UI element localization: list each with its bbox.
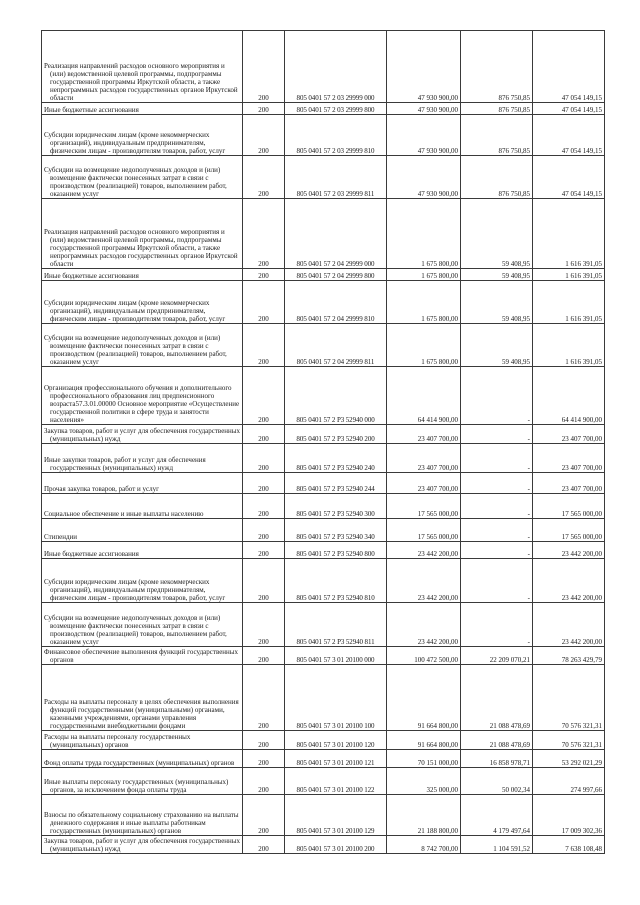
row-budget-code-cell: 805 0401 57 2 P3 52940 811 (285, 603, 387, 647)
row-name-cell (42, 603, 243, 647)
row-name-text: Реализация направлений расходов основного мероприятия и (или) ведомственной целевой программы, подпрограммы государственной программы Иркутской области, а также непрограммных расходов государственных органов Иркутской области (44, 61, 238, 102)
row-name-cell (42, 156, 243, 199)
row-executed-amount-cell: 16 858 978,71 (461, 750, 533, 768)
row-approved-amount-cell: 23 407 700,00 (387, 473, 461, 494)
row-line-code-cell: 200 (243, 665, 285, 731)
row-name-text: Субсидии на возмещение недополученных доходов и (или) возмещение фактически понесенных затрат в связи с производством (реализацией) товаров, выполнением работ, оказанием услуг (44, 165, 227, 198)
row-name-cell (42, 367, 243, 425)
row-name-cell (42, 324, 243, 367)
row-approved-amount-cell: 64 414 900,00 (387, 367, 461, 425)
row-line-code-cell: 200 (243, 269, 285, 281)
row-budget-code-cell: 805 0401 57 3 01 20100 200 (285, 836, 387, 854)
row-name-cell (42, 103, 243, 115)
row-line-code-cell: 200 (243, 559, 285, 603)
row-name-text: Иные бюджетные ассигнования (44, 549, 139, 558)
row-name-text: Расходы на выплаты персоналу в целях обеспечения выполнения функций государственными (муниципальными) органами, казенными учреждениями, органами управления государственными внебюджетными фондами (44, 697, 239, 730)
row-line-code-cell: 200 (243, 542, 285, 559)
row-budget-code-cell: 805 0401 57 2 P3 52940 000 (285, 367, 387, 425)
row-line-code-cell: 200 (243, 473, 285, 494)
row-executed-amount-cell: - (461, 603, 533, 647)
row-name-cell (42, 425, 243, 444)
row-name-text: Социальное обеспечение и иные выплаты населению (44, 509, 204, 518)
row-name-text: Субсидии юридическим лицам (кроме некоммерческих организаций), индивидуальным предпринимателям, физическим лицам - производителям товаров, работ, услуг (44, 298, 226, 323)
row-line-code-cell: 200 (243, 324, 285, 367)
row-budget-code-cell: 805 0401 57 2 03 29999 810 (285, 115, 387, 156)
row-name-cell (42, 542, 243, 559)
row-remaining-amount-cell: 23 442 200,00 (533, 542, 605, 559)
row-name-cell (42, 647, 243, 665)
table-row (42, 559, 605, 603)
row-remaining-amount-cell: 17 565 000,00 (533, 494, 605, 519)
row-executed-amount-cell: - (461, 559, 533, 603)
row-remaining-amount-cell: 1 616 391,05 (533, 199, 605, 269)
row-remaining-amount-cell: 23 442 200,00 (533, 559, 605, 603)
row-name-text: Субсидии на возмещение недополученных доходов и (или) возмещение фактически понесенных затрат в связи с производством (реализацией) товаров, выполнением работ, оказанием услуг (44, 613, 227, 646)
table-row (42, 324, 605, 367)
row-approved-amount-cell: 1 675 800,00 (387, 281, 461, 324)
table-row (42, 367, 605, 425)
row-name-cell (42, 665, 243, 731)
table-row (42, 473, 605, 494)
row-name-text: Расходы на выплаты персоналу государственных (муниципальных) органов (44, 732, 191, 749)
row-executed-amount-cell: 21 088 478,69 (461, 731, 533, 750)
row-budget-code-cell: 805 0401 57 2 04 29999 811 (285, 324, 387, 367)
row-line-code-cell: 200 (243, 836, 285, 854)
row-remaining-amount-cell: 23 442 200,00 (533, 603, 605, 647)
row-executed-amount-cell: - (461, 519, 533, 542)
row-name-text: Фонд оплаты труда государственных (муниципальных) органов (44, 758, 235, 767)
row-line-code-cell: 200 (243, 603, 285, 647)
row-name-text: Организация профессионального обучения и дополнительного профессионального образования лиц предпенсионного возраста57.3.01.00000 Основное мероприятие «Осуществление государственной политики в сфере труда и занятости населения» (44, 383, 240, 424)
table-row (42, 647, 605, 665)
table-row (42, 269, 605, 281)
row-line-code-cell: 200 (243, 425, 285, 444)
row-line-code-cell: 200 (243, 647, 285, 665)
row-remaining-amount-cell: 70 576 321,31 (533, 665, 605, 731)
row-remaining-amount-cell: 23 407 700,00 (533, 473, 605, 494)
row-executed-amount-cell: - (461, 473, 533, 494)
row-approved-amount-cell: 23 407 700,00 (387, 425, 461, 444)
table-row (42, 519, 605, 542)
row-executed-amount-cell: 1 104 591,52 (461, 836, 533, 854)
table-body (42, 31, 605, 854)
row-line-code-cell: 200 (243, 199, 285, 269)
row-executed-amount-cell: - (461, 542, 533, 559)
row-name-cell (42, 836, 243, 854)
row-line-code-cell: 200 (243, 519, 285, 542)
row-remaining-amount-cell: 47 054 149,15 (533, 156, 605, 199)
row-name-cell (42, 31, 243, 103)
row-executed-amount-cell: 876 750,85 (461, 115, 533, 156)
row-name-text: Субсидии юридическим лицам (кроме некоммерческих организаций), индивидуальным предпринимателям, физическим лицам - производителям товаров, работ, услуг (44, 577, 226, 602)
row-executed-amount-cell: 21 088 478,69 (461, 665, 533, 731)
table-row (42, 494, 605, 519)
row-budget-code-cell: 805 0401 57 2 03 29999 000 (285, 31, 387, 103)
row-name-cell (42, 731, 243, 750)
row-approved-amount-cell: 1 675 800,00 (387, 269, 461, 281)
row-approved-amount-cell: 325 000,00 (387, 768, 461, 795)
row-name-cell (42, 281, 243, 324)
row-budget-code-cell: 805 0401 57 2 P3 52940 200 (285, 425, 387, 444)
row-approved-amount-cell: 70 151 000,00 (387, 750, 461, 768)
table-row (42, 731, 605, 750)
row-budget-code-cell: 805 0401 57 3 01 20100 100 (285, 665, 387, 731)
row-remaining-amount-cell: 7 638 108,48 (533, 836, 605, 854)
table-row (42, 115, 605, 156)
row-approved-amount-cell: 47 930 900,00 (387, 31, 461, 103)
row-budget-code-cell: 805 0401 57 2 P3 52940 240 (285, 444, 387, 473)
row-budget-code-cell: 805 0401 57 2 03 29999 800 (285, 103, 387, 115)
row-budget-code-cell: 805 0401 57 2 P3 52940 800 (285, 542, 387, 559)
table-row (42, 836, 605, 854)
budget-table (41, 30, 605, 854)
row-line-code-cell: 200 (243, 750, 285, 768)
row-line-code-cell: 200 (243, 795, 285, 836)
row-name-cell (42, 795, 243, 836)
row-line-code-cell: 200 (243, 494, 285, 519)
row-budget-code-cell: 805 0401 57 2 04 29999 000 (285, 199, 387, 269)
row-line-code-cell: 200 (243, 115, 285, 156)
row-name-cell (42, 559, 243, 603)
row-name-cell (42, 768, 243, 795)
row-approved-amount-cell: 23 407 700,00 (387, 444, 461, 473)
row-name-text: Иные бюджетные ассигнования (44, 271, 139, 280)
row-budget-code-cell: 805 0401 57 2 04 29999 800 (285, 269, 387, 281)
row-line-code-cell: 200 (243, 731, 285, 750)
table-row (42, 665, 605, 731)
row-name-cell (42, 444, 243, 473)
row-name-text: Прочая закупка товаров, работ и услуг (44, 484, 159, 493)
row-approved-amount-cell: 23 442 200,00 (387, 542, 461, 559)
row-budget-code-cell: 805 0401 57 3 01 20100 129 (285, 795, 387, 836)
row-name-text: Субсидии юридическим лицам (кроме некоммерческих организаций), индивидуальным предпринимателям, физическим лицам - производителям товаров, работ, услуг (44, 130, 226, 155)
row-remaining-amount-cell: 47 054 149,15 (533, 31, 605, 103)
row-executed-amount-cell: 59 408,95 (461, 281, 533, 324)
row-executed-amount-cell: - (461, 367, 533, 425)
table-row (42, 103, 605, 115)
row-budget-code-cell: 805 0401 57 3 01 20100 120 (285, 731, 387, 750)
row-name-cell (42, 269, 243, 281)
row-approved-amount-cell: 47 930 900,00 (387, 156, 461, 199)
row-line-code-cell: 200 (243, 156, 285, 199)
table-row (42, 542, 605, 559)
row-name-text: Субсидии на возмещение недополученных доходов и (или) возмещение фактически понесенных затрат в связи с производством (реализацией) товаров, выполнением работ, оказанием услуг (44, 333, 227, 366)
row-executed-amount-cell: 876 750,85 (461, 156, 533, 199)
row-remaining-amount-cell: 23 407 700,00 (533, 444, 605, 473)
row-remaining-amount-cell: 17 565 000,00 (533, 519, 605, 542)
row-budget-code-cell: 805 0401 57 2 P3 52940 810 (285, 559, 387, 603)
row-budget-code-cell: 805 0401 57 3 01 20100 000 (285, 647, 387, 665)
table-row (42, 281, 605, 324)
row-approved-amount-cell: 100 472 500,00 (387, 647, 461, 665)
table-row (42, 156, 605, 199)
row-budget-code-cell: 805 0401 57 3 01 20100 122 (285, 768, 387, 795)
row-remaining-amount-cell: 1 616 391,05 (533, 281, 605, 324)
row-budget-code-cell: 805 0401 57 2 P3 52940 300 (285, 494, 387, 519)
row-line-code-cell: 200 (243, 444, 285, 473)
row-executed-amount-cell: - (461, 425, 533, 444)
row-name-cell (42, 473, 243, 494)
row-name-text: Иные выплаты персоналу государственных (муниципальных) органов, за исключением фонда оплаты труда (44, 777, 229, 794)
row-executed-amount-cell: 22 209 070,21 (461, 647, 533, 665)
row-name-cell (42, 750, 243, 768)
row-remaining-amount-cell: 53 292 021,29 (533, 750, 605, 768)
table-row (42, 31, 605, 103)
row-budget-code-cell: 805 0401 57 2 03 29999 811 (285, 156, 387, 199)
row-approved-amount-cell: 23 442 200,00 (387, 603, 461, 647)
row-line-code-cell: 200 (243, 31, 285, 103)
table-row (42, 444, 605, 473)
row-remaining-amount-cell: 78 263 429,79 (533, 647, 605, 665)
table-row (42, 199, 605, 269)
row-remaining-amount-cell: 17 009 302,36 (533, 795, 605, 836)
row-executed-amount-cell: 59 408,95 (461, 324, 533, 367)
row-remaining-amount-cell: 47 054 149,15 (533, 103, 605, 115)
row-approved-amount-cell: 47 930 900,00 (387, 115, 461, 156)
table-row (42, 425, 605, 444)
row-approved-amount-cell: 1 675 800,00 (387, 324, 461, 367)
row-budget-code-cell: 805 0401 57 3 01 20100 121 (285, 750, 387, 768)
row-approved-amount-cell: 47 930 900,00 (387, 103, 461, 115)
row-approved-amount-cell: 17 565 000,00 (387, 519, 461, 542)
row-name-text: Иные закупки товаров, работ и услуг для обеспечения государственных (муниципальных) нужд (44, 455, 206, 472)
row-approved-amount-cell: 23 442 200,00 (387, 559, 461, 603)
row-name-text: Закупка товаров, работ и услуг для обеспечения государственных (муниципальных) нужд (44, 836, 241, 853)
row-name-text: Взносы по обязательному социальному страхованию на выплаты денежного содержания и иные выплаты работникам государственных (муниципальных) органов (44, 810, 239, 835)
row-executed-amount-cell: 50 002,34 (461, 768, 533, 795)
row-remaining-amount-cell: 1 616 391,05 (533, 269, 605, 281)
row-name-cell (42, 494, 243, 519)
row-remaining-amount-cell: 47 054 149,15 (533, 115, 605, 156)
row-name-cell (42, 199, 243, 269)
row-budget-code-cell: 805 0401 57 2 P3 52940 340 (285, 519, 387, 542)
row-budget-code-cell: 805 0401 57 2 04 29999 810 (285, 281, 387, 324)
row-executed-amount-cell: - (461, 444, 533, 473)
row-approved-amount-cell: 91 664 800,00 (387, 731, 461, 750)
row-remaining-amount-cell: 70 576 321,31 (533, 731, 605, 750)
row-approved-amount-cell: 21 188 800,00 (387, 795, 461, 836)
row-approved-amount-cell: 17 565 000,00 (387, 494, 461, 519)
report-page (41, 30, 604, 854)
row-name-text: Реализация направлений расходов основного мероприятия и (или) ведомственной целевой программы, подпрограммы государственной программы Иркутской области, а также непрограммных расходов государственных органов Иркутской области (44, 227, 238, 268)
row-executed-amount-cell: 59 408,95 (461, 199, 533, 269)
row-line-code-cell: 200 (243, 103, 285, 115)
table-row (42, 750, 605, 768)
row-executed-amount-cell: 876 750,85 (461, 31, 533, 103)
table-row (42, 795, 605, 836)
row-remaining-amount-cell: 23 407 700,00 (533, 425, 605, 444)
table-row (42, 768, 605, 795)
row-remaining-amount-cell: 64 414 900,00 (533, 367, 605, 425)
row-remaining-amount-cell: 274 997,66 (533, 768, 605, 795)
row-line-code-cell: 200 (243, 281, 285, 324)
row-executed-amount-cell: 59 408,95 (461, 269, 533, 281)
row-name-cell (42, 519, 243, 542)
row-line-code-cell: 200 (243, 367, 285, 425)
row-executed-amount-cell: 876 750,85 (461, 103, 533, 115)
row-name-text: Закупка товаров, работ и услуг для обеспечения государственных (муниципальных) нужд (44, 426, 241, 443)
row-approved-amount-cell: 91 664 800,00 (387, 665, 461, 731)
row-remaining-amount-cell: 1 616 391,05 (533, 324, 605, 367)
row-approved-amount-cell: 1 675 800,00 (387, 199, 461, 269)
row-line-code-cell: 200 (243, 768, 285, 795)
row-budget-code-cell: 805 0401 57 2 P3 52940 244 (285, 473, 387, 494)
row-name-cell (42, 115, 243, 156)
row-name-text: Стипендии (44, 532, 78, 541)
row-name-text: Иные бюджетные ассигнования (44, 105, 139, 114)
row-executed-amount-cell: 4 179 497,64 (461, 795, 533, 836)
row-approved-amount-cell: 8 742 700,00 (387, 836, 461, 854)
row-name-text: Финансовое обеспечение выполнения функций государственных органов (44, 647, 239, 664)
table-row (42, 603, 605, 647)
row-executed-amount-cell: - (461, 494, 533, 519)
